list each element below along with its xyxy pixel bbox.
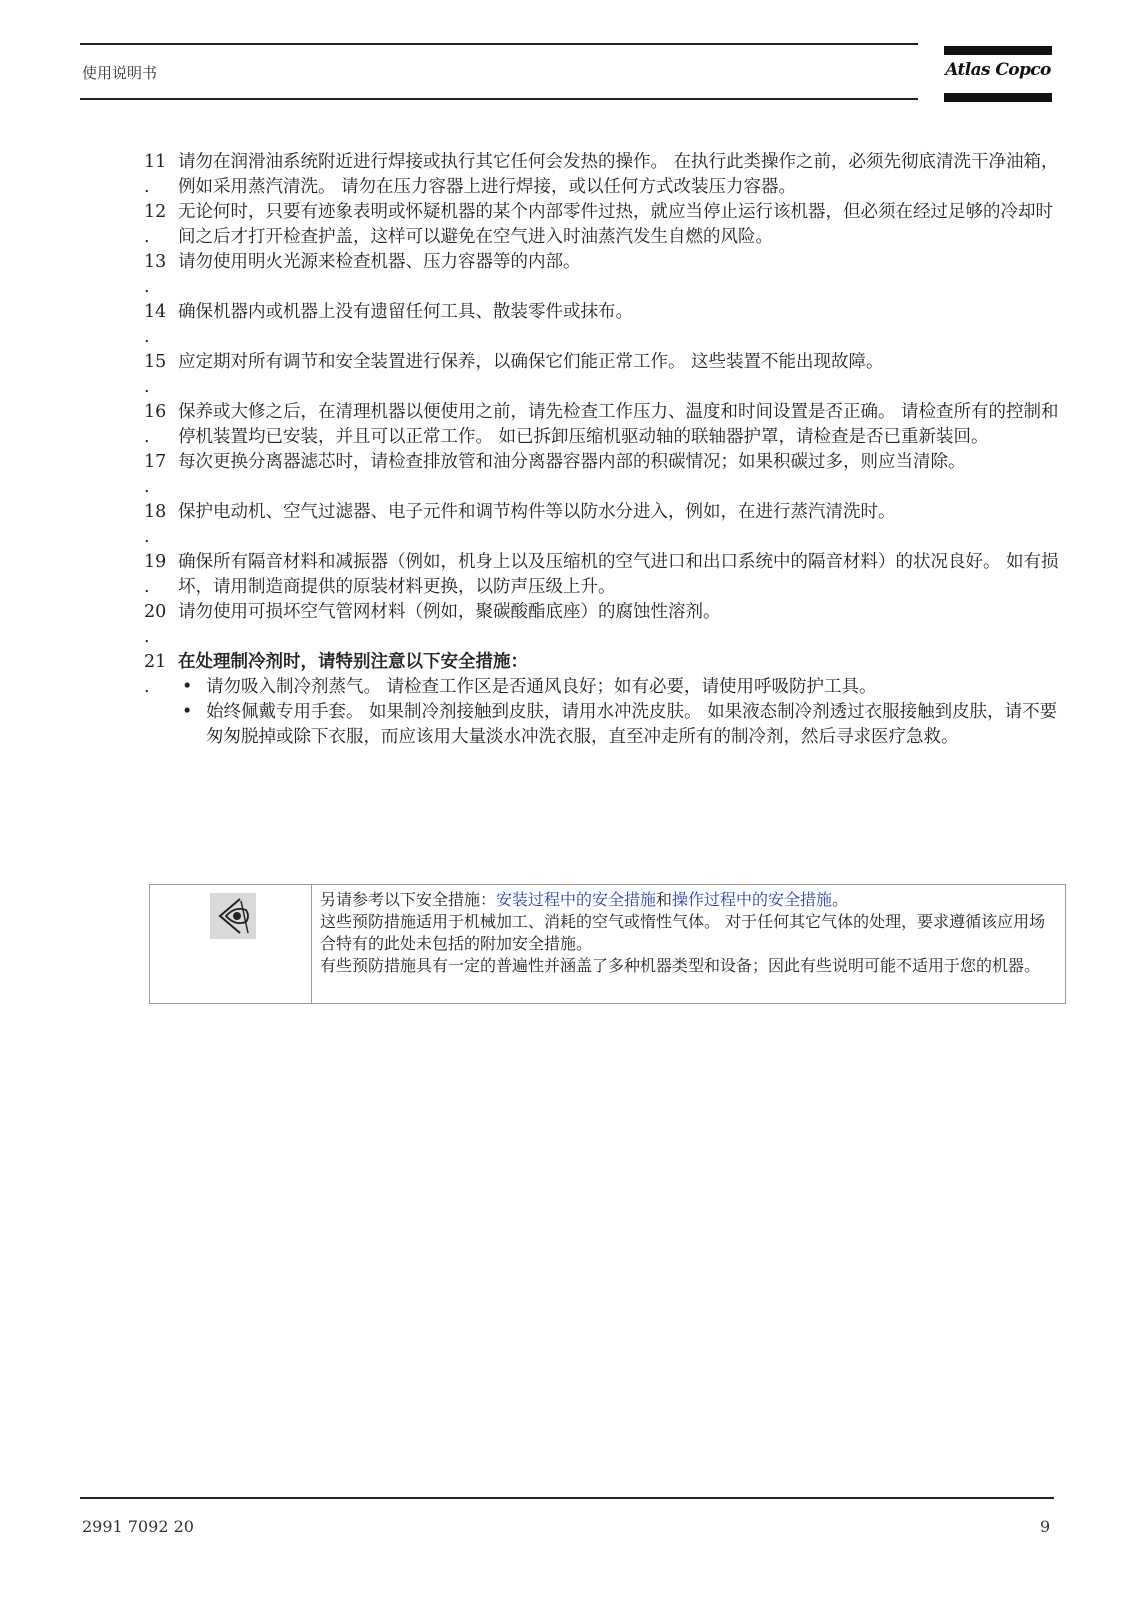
link-installation-safety[interactable]: 安装过程中的安全措施 xyxy=(496,890,657,909)
note-icon-cell xyxy=(150,885,312,1003)
note-conj: 和 xyxy=(656,890,673,909)
logo-text: Atlas Copco xyxy=(945,60,1051,80)
header-title: 使用说明书 xyxy=(82,64,158,82)
logo-bar-bottom xyxy=(944,93,1052,102)
item-number-dot: . xyxy=(144,527,150,547)
item-text: 请勿使用可损坏空气管网材料（例如，聚碳酸酯底座）的腐蚀性溶剂。 xyxy=(178,602,721,622)
item-number: 12 xyxy=(144,202,167,222)
item-number: 15 xyxy=(144,352,167,372)
item-number: 13 xyxy=(144,252,167,272)
logo-bar-top xyxy=(944,46,1052,55)
page-number: 9 xyxy=(1040,1517,1051,1536)
item-text: 保养或大修之后，在清理机器以便使用之前，请先检查工作压力、温度和时间设置是否正确。 请检查所有的控制和停机装置均已安装，并且可以正常工作。 如已拆卸压缩机驱动轴的联轴器护罩，请检查是否已重新装回。 xyxy=(178,402,1059,447)
bullet-item: • 请勿吸入制冷剂蒸气。 请检查工作区是否通风良好；如有必要，请使用呼吸防护工具。 xyxy=(178,675,1064,700)
item-number-dot: . xyxy=(144,277,150,297)
item-number: 18 xyxy=(144,502,167,522)
list-item xyxy=(144,450,1064,500)
list-item xyxy=(144,300,1064,350)
item-number: 14 xyxy=(144,302,167,322)
item-number-dot: . xyxy=(144,177,150,197)
bullet-list xyxy=(178,675,1064,750)
list-item xyxy=(144,150,1064,200)
note-line-2: 这些预防措施适用于机械加工、消耗的空气或惰性气体。 对于任何其它气体的处理，要求遵循该应用场合特有的此处未包括的附加安全措施。 xyxy=(320,912,1046,953)
document-number: 2991 7092 20 xyxy=(82,1517,194,1536)
list-item xyxy=(144,250,1064,300)
item-text: 每次更换分离器滤芯时，请检查排放管和油分离器容器内部的积碳情况；如果积碳过多，则应当清除。 xyxy=(178,452,966,472)
item-number-dot: . xyxy=(144,377,150,397)
item-number-dot: . xyxy=(144,627,150,647)
item-number-dot: . xyxy=(144,327,150,347)
list-item-refrigerant xyxy=(144,650,1064,750)
atlas-copco-logo xyxy=(944,46,1052,102)
safety-note-box xyxy=(149,884,1066,1004)
list-item xyxy=(144,200,1064,250)
header-rule-top xyxy=(80,43,918,45)
item-text: 确保机器内或机器上没有遗留任何工具、散装零件或抹布。 xyxy=(178,302,633,322)
item-number: 19 xyxy=(144,552,167,572)
list-item xyxy=(144,350,1064,400)
list-item xyxy=(144,600,1064,650)
note-line-3: 有些预防措施具有一定的普遍性并涵盖了多种机器类型和设备；因此有些说明可能不适用于您的机器。 xyxy=(320,956,1041,975)
item-number-dot: . xyxy=(144,477,150,497)
item-text: 确保所有隔音材料和减振器（例如，机身上以及压缩机的空气进口和出口系统中的隔音材料）的状况良好。 如有损坏，请用制造商提供的原装材料更换，以防声压级上升。 xyxy=(178,552,1059,597)
item-number: 17 xyxy=(144,452,167,472)
item-number-dot: . xyxy=(144,227,150,247)
item-number-dot: . xyxy=(144,427,150,447)
item-number-dot: . xyxy=(144,577,150,597)
item-number: 11 xyxy=(144,152,167,172)
item-text: 应定期对所有调节和安全装置进行保养，以确保它们能正常工作。 这些装置不能出现故障。 xyxy=(178,352,884,372)
footer-rule xyxy=(80,1497,1054,1499)
item-number: 20 xyxy=(144,602,167,622)
item-text: 请勿在润滑油系统附近进行焊接或执行其它任何会发热的操作。 在执行此类操作之前，必须先彻底清洗干净油箱，例如采用蒸汽清洗。 请勿在压力容器上进行焊接，或以任何方式改装压力容器。 xyxy=(178,152,1059,197)
item-lead-text: 在处理制冷剂时，请特别注意以下安全措施： xyxy=(178,652,528,672)
note-suffix: 。 xyxy=(832,890,849,909)
eye-warning-icon xyxy=(210,893,256,939)
header-rule-bottom xyxy=(80,98,918,100)
list-item xyxy=(144,550,1064,600)
list-item xyxy=(144,400,1064,450)
note-line-1 xyxy=(320,889,1057,911)
item-number: 16 xyxy=(144,402,167,422)
bullet-item: • 始终佩戴专用手套。 如果制冷剂接触到皮肤，请用水冲洗皮肤。 如果液态制冷剂透过衣服接触到皮肤，请不要匆匆脱掉或除下衣服，而应该用大量淡水冲洗衣服，直至冲走所有的制冷剂，然后寻求医疗急救。 xyxy=(178,700,1064,750)
note-text xyxy=(312,885,1065,1003)
link-operation-safety[interactable]: 操作过程中的安全措施 xyxy=(672,890,833,909)
note-prefix: 另请参考以下安全措施： xyxy=(320,890,497,909)
safety-list xyxy=(144,150,1064,750)
item-text: 请勿使用明火光源来检查机器、压力容器等的内部。 xyxy=(178,252,581,272)
item-text: 保护电动机、空气过滤器、电子元件和调节构件等以防水分进入，例如，在进行蒸汽清洗时。 xyxy=(178,502,896,522)
item-text: 无论何时，只要有迹象表明或怀疑机器的某个内部零件过热，就应当停止运行该机器，但必须在经过足够的冷却时间之后才打开检查护盖，这样可以避免在空气进入时油蒸汽发生自燃的风险。 xyxy=(178,202,1053,247)
list-item xyxy=(144,500,1064,550)
item-number: 21 xyxy=(144,652,167,672)
item-number-dot: . xyxy=(144,677,150,697)
